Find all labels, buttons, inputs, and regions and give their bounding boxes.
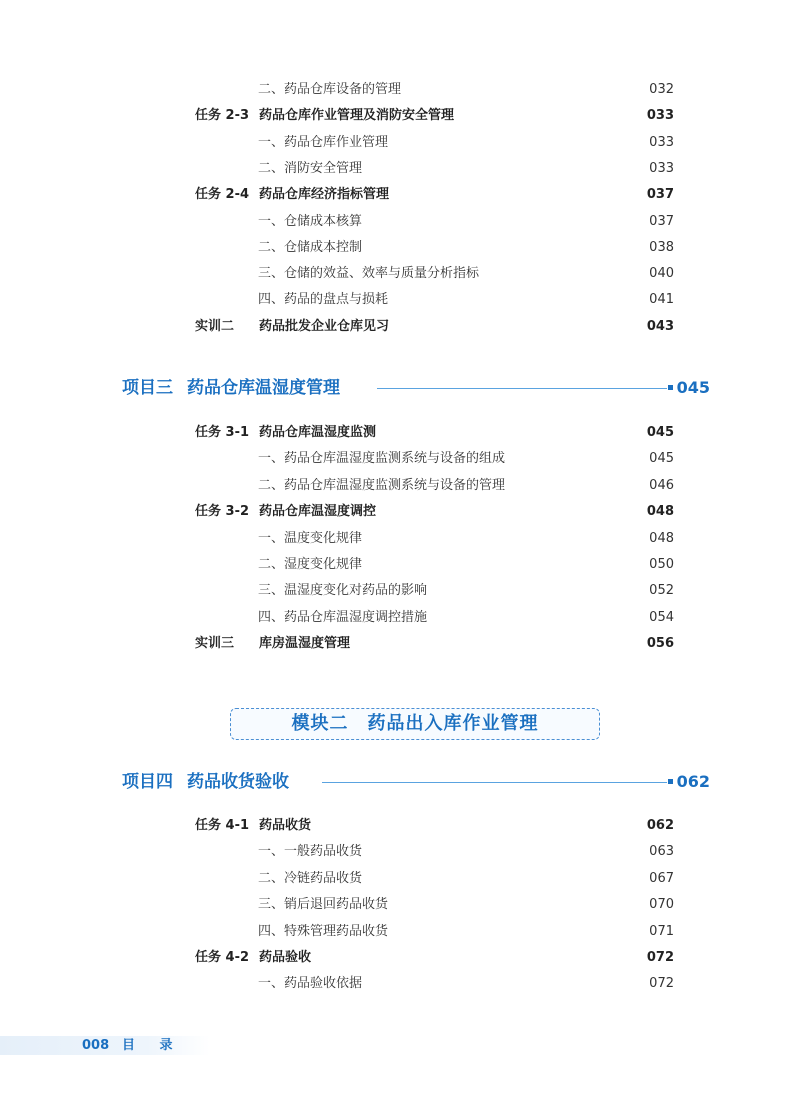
toc-task-entry[interactable]	[195, 631, 674, 657]
entry-page: 037	[646, 187, 674, 203]
entry-title: 四、药品的盘点与损耗	[258, 292, 389, 308]
entry-page: 037	[649, 213, 674, 229]
leader-dot-icon	[668, 779, 673, 784]
entry-code: 任务 3-2	[195, 504, 250, 520]
entry-page: 063	[649, 844, 674, 860]
entry-page: 067	[649, 870, 674, 886]
entry-page: 048	[649, 530, 674, 546]
entry-title: 二、消防安全管理	[258, 160, 363, 176]
footer-label: 目 录	[122, 1038, 183, 1053]
toc-sub-entry[interactable]	[258, 287, 674, 313]
toc-sub-entry[interactable]	[258, 526, 674, 552]
project-heading-4[interactable]	[122, 767, 710, 797]
toc-sub-entry[interactable]	[258, 235, 674, 261]
entry-title: 库房温湿度管理	[259, 636, 351, 652]
entry-code: 任务 4-2	[195, 950, 250, 965]
entry-title: 四、药品仓库温湿度调控措施	[258, 609, 428, 625]
project-label: 项目三	[122, 378, 173, 398]
entry-title: 二、药品仓库温湿度监测系统与设备的管理	[258, 477, 506, 493]
toc-sub-entry[interactable]	[258, 605, 674, 631]
entry-title: 二、药品仓库设备的管理	[258, 82, 402, 97]
module-heading-2[interactable]	[230, 708, 600, 740]
entry-title: 三、仓储的效益、效率与质量分析指标	[258, 266, 480, 282]
entry-page: 045	[649, 451, 674, 467]
entry-title: 二、湿度变化规律	[258, 557, 363, 572]
entry-code: 任务 2-4	[195, 187, 250, 203]
entry-title: 三、销后退回药品收货	[258, 897, 389, 913]
entry-page: 062	[646, 818, 674, 833]
footer-page-number: 008	[82, 1038, 110, 1053]
entry-page: 045	[646, 425, 674, 440]
entry-code: 实训二	[195, 318, 235, 334]
project-page: 045	[676, 378, 710, 397]
toc-sub-entry[interactable]	[258, 473, 674, 499]
entry-page: 056	[646, 636, 674, 652]
entry-page: 050	[649, 557, 674, 572]
entry-page: 033	[649, 160, 674, 176]
entry-page: 052	[649, 583, 674, 599]
project-label: 项目四	[122, 772, 173, 792]
entry-page: 032	[649, 82, 674, 97]
entry-page: 040	[649, 266, 674, 282]
module-title: 模块二 药品出入库作业管理	[291, 713, 539, 734]
toc-sub-entry[interactable]	[258, 446, 674, 472]
toc-sub-entry[interactable]	[258, 552, 674, 578]
entry-page: 041	[649, 292, 674, 308]
entry-code: 任务 4-1	[195, 818, 250, 833]
entry-title: 药品仓库温湿度调控	[259, 504, 377, 520]
entry-title: 一、药品仓库作业管理	[258, 134, 389, 150]
toc-sub-entry[interactable]	[258, 866, 674, 892]
entry-page: 038	[649, 239, 674, 255]
toc-sub-entry[interactable]	[258, 130, 674, 156]
toc-task-entry[interactable]	[195, 813, 674, 839]
entry-title: 一、药品验收依据	[258, 976, 363, 992]
entry-title: 二、仓储成本控制	[258, 239, 363, 255]
toc-sub-entry[interactable]	[258, 839, 674, 865]
entry-page: 054	[649, 609, 674, 625]
entry-title: 一、一般药品收货	[258, 844, 363, 860]
entry-title: 四、特殊管理药品收货	[258, 923, 389, 939]
entry-title: 药品验收	[259, 950, 312, 965]
entry-page: 033	[646, 108, 674, 124]
entry-code: 任务 3-1	[195, 425, 250, 440]
entry-title: 一、仓储成本核算	[258, 213, 363, 229]
project-page: 062	[676, 772, 710, 791]
toc-sub-entry[interactable]	[258, 892, 674, 918]
toc-sub-entry[interactable]	[258, 919, 674, 945]
entry-title: 药品仓库温湿度监测	[259, 425, 377, 440]
entry-code: 任务 2-3	[195, 108, 250, 124]
entry-page: 033	[649, 134, 674, 150]
page-footer	[0, 1036, 210, 1055]
toc-task-entry[interactable]	[195, 314, 674, 340]
entry-page: 070	[649, 897, 674, 913]
entry-page: 072	[649, 976, 674, 992]
entry-page: 072	[646, 950, 674, 965]
entry-title: 药品收货	[259, 818, 312, 833]
entry-title: 三、温湿度变化对药品的影响	[258, 583, 428, 599]
project-heading-3[interactable]	[122, 373, 710, 403]
leader-line	[377, 388, 667, 389]
entry-page: 071	[649, 923, 674, 939]
project-title: 药品仓库温湿度管理	[187, 378, 340, 398]
toc-task-entry[interactable]	[195, 499, 674, 525]
entry-title: 药品仓库作业管理及消防安全管理	[259, 108, 455, 124]
toc-sub-entry[interactable]	[258, 77, 674, 103]
entry-page: 043	[646, 318, 674, 334]
leader-dot-icon	[668, 385, 673, 390]
toc-task-entry[interactable]	[195, 103, 674, 129]
project-title: 药品收货验收	[187, 772, 289, 792]
toc-sub-entry[interactable]	[258, 971, 674, 997]
entry-title: 一、药品仓库温湿度监测系统与设备的组成	[258, 451, 506, 467]
entry-title: 药品仓库经济指标管理	[259, 187, 390, 203]
toc-sub-entry[interactable]	[258, 578, 674, 604]
entry-page: 048	[646, 504, 674, 520]
toc-task-entry[interactable]	[195, 182, 674, 208]
toc-task-entry[interactable]	[195, 420, 674, 446]
toc-sub-entry[interactable]	[258, 156, 674, 182]
entry-title: 二、冷链药品收货	[258, 870, 363, 886]
entry-title: 一、温度变化规律	[258, 530, 363, 546]
entry-title: 药品批发企业仓库见习	[259, 318, 390, 334]
toc-sub-entry[interactable]	[258, 261, 674, 287]
entry-code: 实训三	[195, 636, 235, 652]
entry-page: 046	[649, 477, 674, 493]
toc-task-entry[interactable]	[195, 945, 674, 971]
leader-line	[322, 782, 667, 783]
toc-sub-entry[interactable]	[258, 209, 674, 235]
